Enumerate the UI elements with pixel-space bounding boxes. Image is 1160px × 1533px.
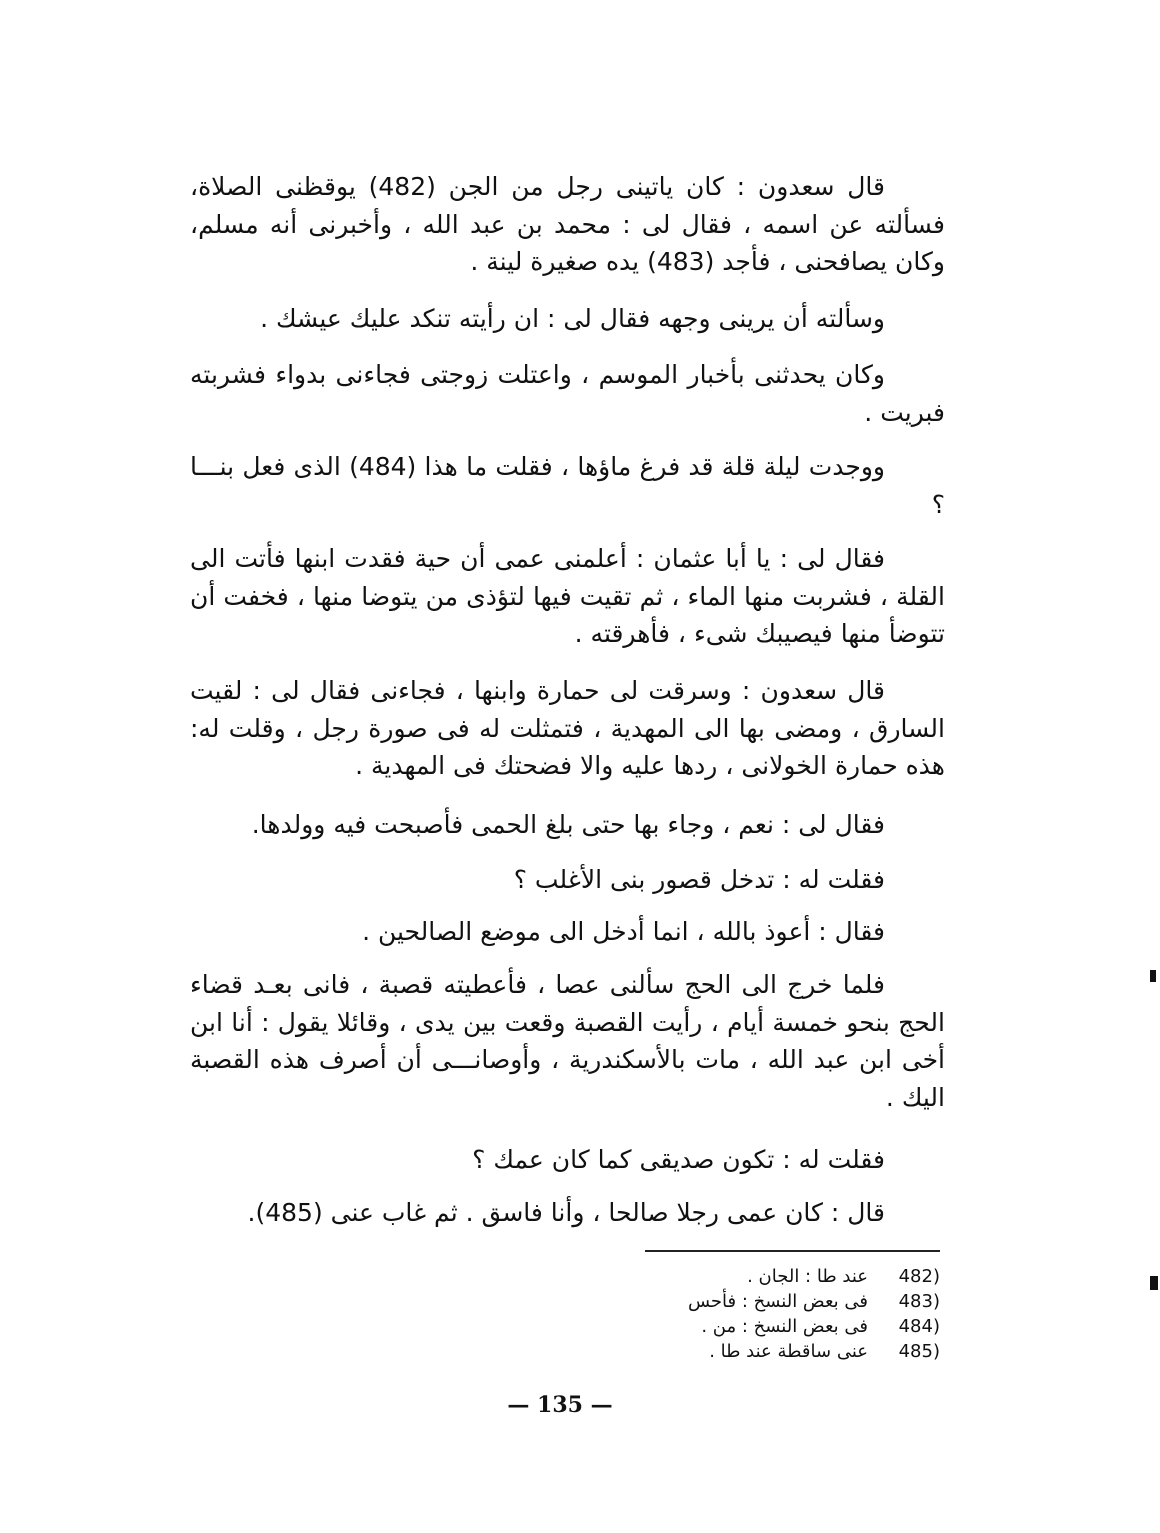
paragraph-text: فلما خرج الى الحج سألنى عصا ، فأعطيته قصبة ، فانى بعـد قضاء الحج بنحو خمسة أيام ، رأيت القصبة وقعت بين يدى ، وقائلا يقول : أنا ابن أخى ابن عبد الله ، مات بالأسكندرية ، وأوصانـــى أن أصرف هذه القصبة اليك . (190, 970, 945, 1112)
paragraph-11 (190, 1141, 945, 1179)
footnote-text: عند طا : الجان . (747, 1266, 868, 1287)
footnote-482 (600, 1264, 940, 1289)
footnote-484 (600, 1314, 940, 1339)
paragraph-text: قال سعدون : كان ياتينى رجل من الجن (482) يوقظنى الصلاة، فسألته عن اسمه ، فقال لى : محمد بن عبد الله ، وأخبرنى أنه مسلم، وكان يصافحنى ، فأجد (483) يده صغيرة لينة . (190, 172, 945, 276)
footnote-number: 484) (898, 1316, 940, 1337)
paragraph-12 (190, 1194, 945, 1232)
paragraph-text: فقلت له : تدخل قصور بنى الأغلب ؟ (513, 865, 885, 894)
footnote-number: 485) (898, 1341, 940, 1362)
footnote-485 (600, 1339, 940, 1364)
paragraph-text: قال سعدون : وسرقت لى حمارة وابنها ، فجاءنى فقال لى : لقيت السارق ، ومضى بها الى المهدية ، فتمثلت له فى صورة رجل ، وقلت له: هذه حمارة الخولانى ، ردها عليه والا فضحتك فى المهدية . (190, 676, 945, 780)
footnote-text: فى بعض النسخ : من . (701, 1316, 868, 1337)
page-number: — 135 — (507, 1392, 613, 1418)
paragraph-7 (190, 806, 945, 844)
paragraph-text: فقلت له : تكون صديقى كما كان عمك ؟ (472, 1145, 885, 1174)
paragraph-text: فقال لى : يا أبا عثمان : أعلمنى عمى أن حية فقدت ابنها فأتت الى القلة ، فشربت منها الماء ، ثم تقيت فيها لتؤذى من يتوضا منها ، فخفت أن تتوضأ منها فيصيبك شىء ، فأهرقته . (190, 544, 945, 648)
footnotes (600, 1264, 940, 1364)
paragraph-10 (190, 966, 945, 1116)
footnote-divider (645, 1250, 940, 1252)
footnote-text: فى بعض النسخ : فأحس (687, 1291, 868, 1312)
footnote-483 (600, 1289, 940, 1314)
paragraph-2 (190, 300, 945, 338)
paragraph-1 (190, 168, 945, 281)
paragraph-4 (190, 448, 945, 523)
paragraph-text: فقال : أعوذ بالله ، انما أدخل الى موضع الصالحين . (362, 917, 885, 946)
footnote-number: 482) (898, 1266, 940, 1287)
paragraph-text: فقال لى : نعم ، وجاء بها حتى بلغ الحمى فأصبحت فيه وولدها. (251, 810, 885, 839)
paragraph-9 (190, 913, 945, 951)
paragraph-text: وكان يحدثنى بأخبار الموسم ، واعتلت زوجتى فجاءنى بدواء فشربته فبريت . (190, 360, 945, 427)
paragraph-text: قال : كان عمى رجلا صالحا ، وأنا فاسق . ثم غاب عنى (485). (247, 1198, 885, 1227)
scan-edge-mark (1150, 970, 1156, 982)
footnote-number: 483) (898, 1291, 940, 1312)
footnote-text: عنى ساقطة عند طا . (709, 1341, 868, 1362)
paragraph-5 (190, 540, 945, 653)
paragraph-text: ووجدت ليلة قلة قد فرغ ماؤها ، فقلت ما هذا (484) الذى فعل بنـــا ؟ (190, 452, 945, 519)
paragraph-8 (190, 861, 945, 899)
paragraph-text: وسألته أن يرينى وجهه فقال لى : ان رأيته تنكد عليك عيشك . (260, 304, 885, 333)
paragraph-6 (190, 672, 945, 785)
scan-edge-mark (1150, 1276, 1158, 1290)
paragraph-3 (190, 356, 945, 431)
